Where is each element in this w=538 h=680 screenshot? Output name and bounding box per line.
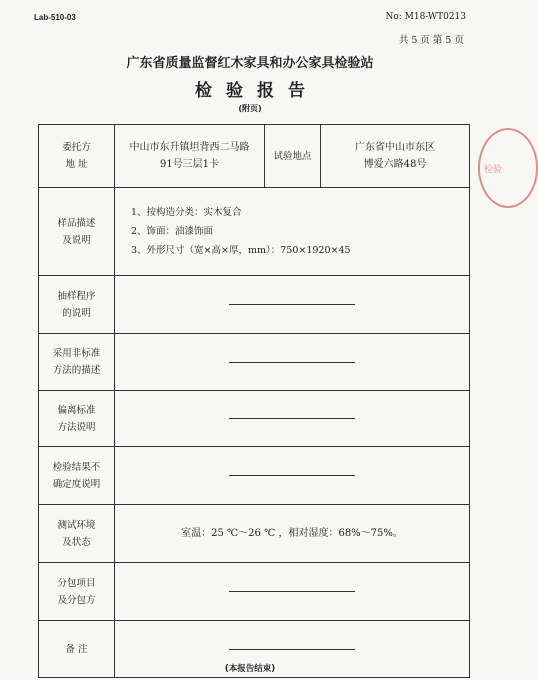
report-title: 检验报告 [195, 81, 319, 101]
sample-description-label-line2: 及说明 [62, 234, 91, 246]
client-address-line1: 中山市东升镇坦背西二马路 [129, 142, 250, 153]
nonstandard-method-label-line2: 方法的描述 [52, 365, 101, 376]
blank-line [229, 475, 355, 476]
organization-title: 广东省质量监督红木家具和办公家具检验站 [126, 56, 374, 71]
deviation-value-cell [115, 391, 470, 447]
blank-line [229, 418, 355, 419]
sample-description-label-cell [39, 188, 115, 276]
subcontract-label-line1: 分包项目 [57, 577, 96, 589]
uncertainty-value-cell [115, 447, 470, 505]
appendix-label: (附页) [238, 104, 262, 113]
sample-description-line1: 1、按构造分类：实木复合 [131, 207, 242, 218]
subcontract-row [39, 563, 470, 621]
deviation-label-line2: 方法说明 [57, 421, 96, 433]
sample-description-label-line1: 样品描述 [57, 217, 96, 229]
test-environment-value: 室温：25 ℃～26 ℃ ，相对湿度：68%～75%。 [181, 528, 403, 539]
test-location-label-cell [265, 125, 321, 188]
sampling-procedure-label-line2: 的说明 [62, 307, 91, 319]
report-number: No: M18-WT0213 [385, 12, 466, 22]
uncertainty-row [39, 447, 470, 505]
test-environment-value-cell [115, 505, 470, 563]
client-address-row [39, 125, 470, 188]
client-address-label-line1: 委托方 [62, 142, 91, 153]
report-table [38, 124, 470, 678]
nonstandard-method-label-line1: 采用非标准 [52, 348, 101, 359]
subcontract-label-line2: 及分包方 [57, 594, 96, 606]
sampling-procedure-label-line1: 抽样程序 [57, 290, 96, 302]
deviation-row [39, 391, 470, 447]
remarks-label: 备 注 [65, 643, 88, 655]
client-address-label-cell [39, 125, 115, 188]
deviation-label-line1: 偏离标准 [57, 404, 96, 416]
blank-line [229, 362, 355, 363]
uncertainty-label-line2: 确定度说明 [52, 478, 101, 490]
sampling-procedure-value-cell [115, 276, 470, 334]
blank-line [229, 591, 355, 592]
nonstandard-method-row [39, 334, 470, 391]
report-end: (本报告结束) [224, 664, 276, 674]
page-count: 共 5 页 第 5 页 [398, 35, 464, 46]
sample-description-line2: 2、饰面：油漆饰面 [131, 226, 214, 237]
test-environment-row [39, 505, 470, 563]
client-address-value-cell [115, 125, 265, 188]
uncertainty-label-line1: 检验结果不 [52, 461, 101, 473]
client-address-label-line2: 地 址 [65, 159, 88, 170]
blank-line [229, 649, 355, 650]
test-environment-label-cell [39, 505, 115, 563]
test-location-label: 试验地点 [273, 150, 312, 162]
uncertainty-label-cell [39, 447, 115, 505]
test-location-line1: 广东省中山市东区 [355, 142, 435, 153]
sample-description-line3: 3、外形尺寸（宽×高×厚，mm）：750×1920×45 [131, 245, 351, 256]
sampling-procedure-label-cell [39, 276, 115, 334]
test-environment-label-line1: 测试环境 [57, 519, 96, 531]
test-environment-label-line2: 及状态 [62, 536, 91, 548]
document-code: Lab-510-03 [34, 13, 76, 22]
client-address-line2: 91号三层1卡 [159, 159, 220, 170]
deviation-label-cell [39, 391, 115, 447]
blank-line [229, 304, 355, 305]
sample-description-row [39, 188, 470, 276]
subcontract-value-cell [115, 563, 470, 621]
test-location-line2: 博爱六路48号 [363, 159, 427, 170]
sampling-procedure-row [39, 276, 470, 334]
test-location-value-cell [321, 125, 470, 188]
seal-stamp [478, 128, 538, 208]
sample-description-value-cell [115, 188, 470, 276]
nonstandard-method-value-cell [115, 334, 470, 391]
seal-text: 检验 [484, 165, 503, 175]
nonstandard-method-label-cell [39, 334, 115, 391]
subcontract-label-cell [39, 563, 115, 621]
